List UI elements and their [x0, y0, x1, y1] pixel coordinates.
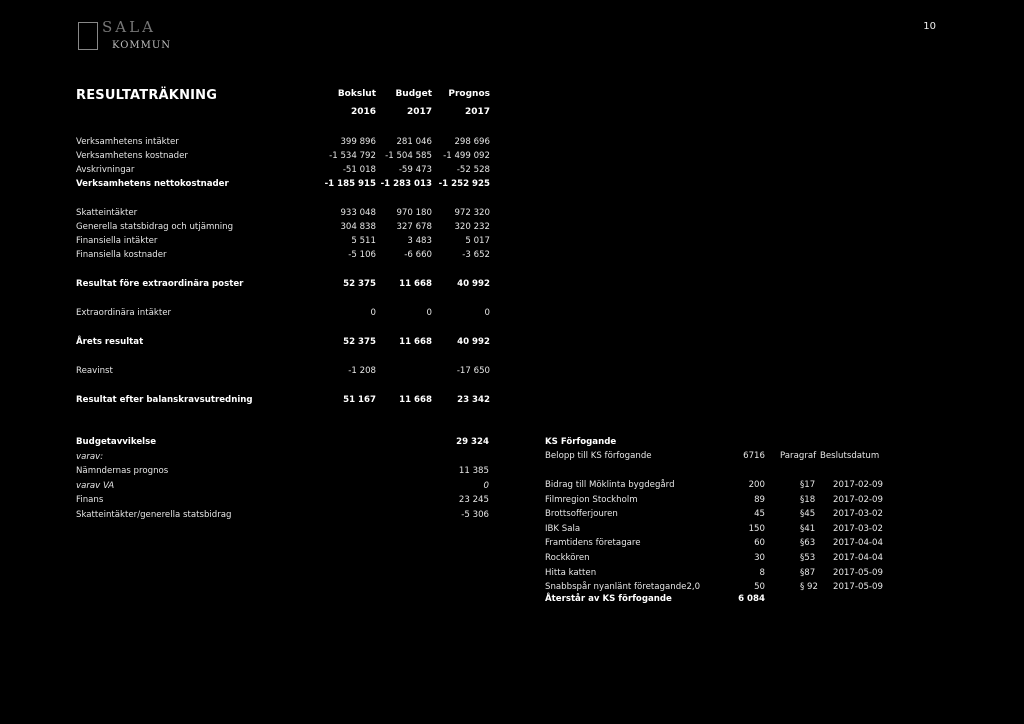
ks-item-label: Hitta katten [545, 567, 597, 578]
result-row-label: Finansiella intäkter [76, 236, 158, 246]
ks-item-paragraf: §63 [800, 538, 816, 549]
ks-item-paragraf: § 92 [800, 582, 818, 593]
result-row-value: -51 018 [342, 165, 376, 175]
ks-item-amount: 200 [748, 480, 765, 490]
budget-row-label: Finans [76, 495, 104, 506]
ks-item-amount: 8 [759, 567, 765, 578]
budget-row-label: Nämndernas prognos [76, 466, 169, 477]
ks-item-amount: 60 [754, 538, 765, 549]
result-row-value: 970 180 [396, 208, 432, 218]
ks-item-date: 2017-03-02 [833, 509, 883, 520]
ks-item-label: Filmregion Stockholm [545, 494, 638, 505]
result-row-label: Verksamhetens intäkter [76, 137, 179, 147]
result-row-value: 11 668 [399, 395, 432, 405]
result-row-value: -1 499 092 [443, 151, 490, 161]
result-row-value: -1 504 585 [385, 151, 432, 161]
ks-item-label: Bidrag till Möklinta bygdegård [545, 480, 675, 490]
column-header-prognos: Prognos [448, 89, 490, 99]
column-year-budget: 2017 [406, 107, 432, 117]
result-row-label: Årets resultat [76, 337, 144, 347]
result-row-value: 933 048 [340, 208, 376, 218]
budget-row-value: 29 324 [456, 437, 489, 447]
ks-paragraf-header: Paragraf [780, 451, 817, 461]
ks-item-date: 2017-04-04 [833, 538, 883, 549]
result-row-value: 52 375 [343, 337, 376, 347]
ks-item-label: Framtidens företagare [545, 538, 641, 549]
ks-item-paragraf: §41 [800, 523, 816, 534]
result-row-value: 281 046 [396, 137, 432, 147]
ks-item-date: 2017-05-09 [833, 567, 883, 578]
column-header-bokslut: Bokslut [337, 89, 376, 99]
ks-item-label: Brottsofferjouren [545, 509, 618, 520]
ks-belopp-label: Belopp till KS förfogande [545, 451, 652, 461]
result-row-value: -3 652 [462, 250, 490, 260]
budget-row-label: Budgetavvikelse [76, 437, 157, 447]
budget-row-value: 11 385 [458, 466, 489, 477]
ks-item-label: IBK Sala [545, 523, 581, 534]
result-row-label: Finansiella kostnader [76, 250, 167, 260]
result-row-value: -1 534 792 [329, 151, 376, 161]
municipality-logo [78, 18, 178, 58]
ks-item-paragraf: §53 [800, 553, 816, 563]
logo-text-bottom: KOMMUN [112, 40, 172, 51]
result-row-value: 399 896 [340, 137, 376, 147]
ks-title: KS Förfogande [545, 437, 617, 447]
ks-item-amount: 30 [754, 553, 765, 563]
result-row-label: Verksamhetens nettokostnader [76, 179, 229, 189]
result-row-value: 0 [370, 308, 376, 318]
budget-row-label: Skatteintäkter/generella statsbidrag [76, 510, 232, 520]
page-title: RESULTATRÄKNING [76, 88, 218, 103]
result-row-label: Extraordinära intäkter [76, 308, 172, 318]
logo-mark-icon [78, 22, 98, 50]
ks-item-date: 2017-04-04 [833, 553, 883, 563]
ks-item-label: Rockkören [545, 553, 590, 563]
result-row-value: 51 167 [343, 395, 376, 405]
ks-item-date: 2017-03-02 [833, 523, 883, 534]
result-row-label: Resultat före extraordinära poster [76, 279, 244, 289]
result-row-value: 11 668 [399, 337, 432, 347]
result-row-value: 40 992 [457, 337, 490, 347]
result-row-value: 5 017 [465, 236, 490, 246]
result-row-value: -1 208 [348, 366, 376, 376]
ks-item-amount: 50 [754, 582, 765, 593]
result-row-value: -1 185 915 [324, 179, 376, 189]
result-row-value: 327 678 [396, 222, 432, 232]
ks-belopp-value: 6716 [743, 451, 765, 461]
ks-item-amount: 89 [754, 494, 765, 505]
ks-datum-header: Beslutsdatum [820, 451, 880, 461]
result-row-value: 52 375 [343, 279, 376, 289]
result-row-value: 5 511 [351, 236, 376, 246]
result-row-label: Generella statsbidrag och utjämning [76, 222, 234, 232]
result-row-label: Verksamhetens kostnader [76, 151, 188, 161]
result-row-value: 11 668 [399, 279, 432, 289]
result-row-value: -52 528 [456, 165, 490, 175]
result-row-value: 3 483 [407, 236, 432, 246]
column-year-prognos: 2017 [464, 107, 490, 117]
result-row-value: 0 [426, 308, 432, 318]
ks-item-amount: 45 [754, 509, 765, 520]
ks-item-date: 2017-02-09 [833, 494, 883, 505]
result-row-label: Resultat efter balanskravsutredning [76, 395, 253, 405]
result-row-value: -1 283 013 [380, 179, 432, 189]
result-row-value: 972 320 [454, 208, 490, 218]
column-header-budget: Budget [395, 89, 432, 99]
budget-row-value: 23 245 [458, 495, 489, 506]
ks-item-paragraf: §18 [800, 494, 816, 505]
result-row-value: -6 660 [404, 250, 432, 260]
result-row-value: 40 992 [457, 279, 490, 289]
budget-row-label: varav: [76, 451, 104, 462]
result-row-value: 320 232 [454, 222, 490, 232]
ks-item-label: Snabbspår nyanlänt företagande2,0 [545, 582, 701, 593]
ks-item-amount: 150 [748, 523, 765, 534]
result-row-label: Skatteintäkter [76, 208, 138, 218]
page-number: 10 [923, 21, 936, 32]
result-row-value: 0 [484, 308, 490, 318]
result-row-label: Avskrivningar [76, 165, 135, 175]
budget-row-value: -5 306 [461, 510, 489, 520]
column-year-bokslut: 2016 [350, 107, 376, 117]
ks-remaining-value: 6 084 [738, 594, 765, 604]
ks-item-date: 2017-05-09 [833, 582, 883, 593]
result-row-value: -17 650 [456, 366, 490, 376]
ks-item-paragraf: §45 [800, 509, 816, 520]
logo-text-top: SALA [102, 18, 156, 36]
ks-item-date: 2017-02-09 [833, 480, 883, 490]
result-row-value: -1 252 925 [438, 179, 490, 189]
result-row-value: 23 342 [457, 395, 490, 405]
budget-row-value: 0 [483, 480, 489, 491]
result-row-value: -5 106 [348, 250, 376, 260]
budget-row-label: varav VA [76, 480, 115, 491]
ks-remaining-label: Återstår av KS förfogande [545, 594, 672, 604]
ks-item-paragraf: §87 [800, 567, 816, 578]
result-row-value: 304 838 [340, 222, 376, 232]
ks-item-paragraf: §17 [800, 480, 816, 490]
result-row-value: -59 473 [398, 165, 432, 175]
result-row-label: Reavinst [76, 366, 113, 376]
result-row-value: 298 696 [454, 137, 490, 147]
